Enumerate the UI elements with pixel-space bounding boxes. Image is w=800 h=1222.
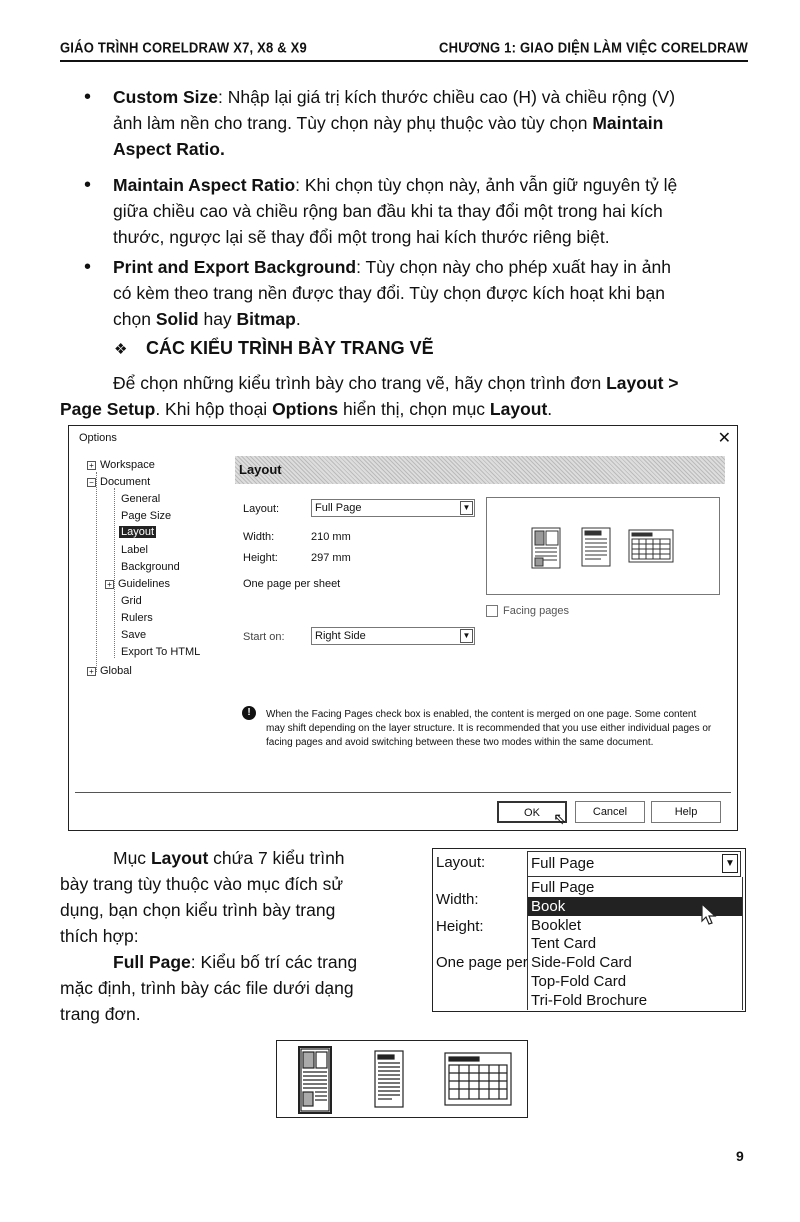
start-on-value: Right Side [315,630,366,642]
term: Custom Size [113,87,219,107]
cursor-arrow-icon: ⇖ [553,811,567,828]
diamond-bullet-icon: ❖ [114,341,128,358]
layout-icons-figure [276,1040,528,1118]
text: : Khi chọn tùy chọn này, ảnh vẫn giữ nguyên tỷ lệ [295,175,678,195]
header-right: CHƯƠNG 1: GIAO DIỆN LÀM VIỆC CORELDRAW [439,38,748,57]
tree-label: Document [100,476,151,488]
start-on-select[interactable] [311,627,475,645]
height-value: 297 mm [311,552,351,564]
text: Mục [113,848,151,868]
term: Maintain [592,113,664,133]
options-dialog [68,425,738,831]
term: Solid [155,309,199,329]
facing-pages-checkbox[interactable] [486,605,498,617]
term: Layout [150,848,209,868]
help-button[interactable]: Help [651,801,721,823]
bullet-maintain-aspect [113,172,753,250]
term: Page Setup [60,399,156,419]
text: : Kiểu bố trí các trang [190,952,358,972]
term: Options [272,399,339,419]
text: giữa chiều cao và chiều rộng ban đầu khi ta thay đổi một trong hai kích [113,201,663,221]
tree-line [96,472,97,672]
text: bày trang tùy thuộc vào mục đích sử [60,874,344,894]
pages-per-sheet: One page per sheet [243,578,341,590]
dd-option-highlighted[interactable]: Book [528,897,742,916]
info-icon: ! [242,706,256,720]
start-on-label: Start on: [243,631,285,643]
chevron-down-icon: ▼ [460,629,473,643]
bullet-dot: • [84,174,92,196]
text: thước, ngược lại sẽ thay đổi một trong hai kích thước riêng biệt. [113,227,610,247]
layout-value: Full Page [315,502,362,514]
text: hiển thị, chọn mục [338,399,490,419]
chevron-down-icon: ▼ [722,854,738,873]
text: trang đơn. [60,1004,141,1024]
dd-pages-label: One page per [436,954,528,971]
tree-label: Guidelines [118,578,170,590]
dd-option[interactable]: Top-Fold Card [531,973,627,990]
text: có kèm theo trang nền được thay đổi. Tùy chọn được kích hoạt khi bạn [113,283,665,303]
section-intro [60,370,760,422]
section-title: CÁC KIỂU TRÌNH BÀY TRANG VẼ [146,338,434,358]
layout-preview-icons [487,498,719,594]
bullet-dot: • [84,256,92,278]
height-label: Height: [243,552,278,564]
layout-description [60,845,395,1027]
text: . [547,399,553,419]
tree-item-document[interactable]: − Document [87,476,150,488]
width-value: 210 mm [311,531,351,543]
dd-option[interactable]: Full Page [531,879,595,896]
width-label: Width: [243,531,275,543]
tree-item-save[interactable]: Save [121,629,147,641]
text: dụng, bạn chọn kiểu trình bày trang [60,900,336,920]
tree-item-rulers[interactable]: Rulers [121,612,153,624]
tree-item-general[interactable]: General [121,493,161,505]
divider [75,792,731,793]
text: : Nhập lại giá trị kích thước chiều cao (H) và chiều rộng (V) [218,87,676,107]
term: Layout > [606,373,679,393]
chevron-down-icon: ▼ [460,501,473,515]
facing-pages-label: Facing pages [503,605,570,617]
dd-option-list [527,877,743,1010]
term: Maintain Aspect Ratio [113,175,296,195]
text: chọn [113,309,156,329]
layout-select[interactable] [311,499,475,517]
term: Full Page [113,952,191,972]
term: Layout [489,399,548,419]
panel-header [235,456,725,484]
term: Aspect Ratio. [113,139,225,159]
layout-preview [486,497,720,595]
text: thích hợp: [60,926,139,946]
dd-layout-label: Layout: [436,854,486,871]
tree-item-export-html[interactable]: Export To HTML [121,646,201,658]
ok-button[interactable]: OK [497,801,567,823]
text: ảnh làm nền cho trang. Tùy chọn này phụ thuộc vào tùy chọn [113,113,593,133]
info-text: When the Facing Pages check box is enabled, the content is merged on one page. Some content may shift depending on the layer structure. It is recommended that you use either individual pages or facing pages and avoid switching between these two modes within the same document. [266,709,712,748]
dd-value: Full Page [531,855,595,872]
page-number: 9 [736,1148,744,1164]
tree-item-page-size[interactable]: Page Size [121,510,172,522]
bullet-dot: • [84,86,92,108]
text: hay [198,309,237,329]
text: Để chọn những kiểu trình bày cho trang vẽ, hãy chọn trình đơn [113,373,607,393]
bullet-print-export [113,254,753,332]
tree-item-global[interactable]: + Global [87,665,132,677]
dd-width-label: Width: [436,891,479,908]
tree-line [114,488,115,658]
dd-option[interactable]: Tri-Fold Brochure [531,992,648,1009]
layout-label: Layout: [243,503,280,515]
dialog-title: Options [79,432,117,444]
text: : Tùy chọn này cho phép xuất hay in ảnh [356,257,671,277]
layout-icons [277,1041,527,1117]
text: . Khi hộp thoại [155,399,273,419]
tree-item-grid[interactable]: Grid [121,595,142,607]
dd-option[interactable]: Booklet [531,917,582,934]
tree-item-guidelines[interactable]: + Guidelines [105,578,170,590]
close-icon[interactable]: ✕ [717,430,731,447]
text: . [295,309,301,329]
bullet-custom-size [113,84,753,162]
text: mặc định, trình bày các file dưới dạng [60,978,354,998]
header-rule [60,60,748,62]
dd-option[interactable]: Side-Fold Card [531,954,632,971]
term: Bitmap [236,309,296,329]
panel-title: Layout [239,462,282,477]
tree-item-layout[interactable]: Layout [121,526,155,538]
cursor-arrow-icon [701,903,719,927]
text: chứa 7 kiểu trình [208,848,345,868]
layout-dropdown-figure [432,848,746,1012]
tree-item-workspace[interactable]: + Workspace [87,459,155,471]
dd-layout-select[interactable] [527,851,741,877]
dd-height-label: Height: [436,918,484,935]
term: Print and Export Background [113,257,357,277]
tree-item-label[interactable]: Label [121,544,148,556]
cancel-button[interactable]: Cancel [575,801,645,823]
tree-item-background[interactable]: Background [121,561,180,573]
tree-label: Global [100,665,132,677]
tree-label: Workspace [100,459,155,471]
dd-option[interactable]: Tent Card [531,935,597,952]
header-left: GIÁO TRÌNH CORELDRAW X7, X8 & X9 [60,38,307,57]
